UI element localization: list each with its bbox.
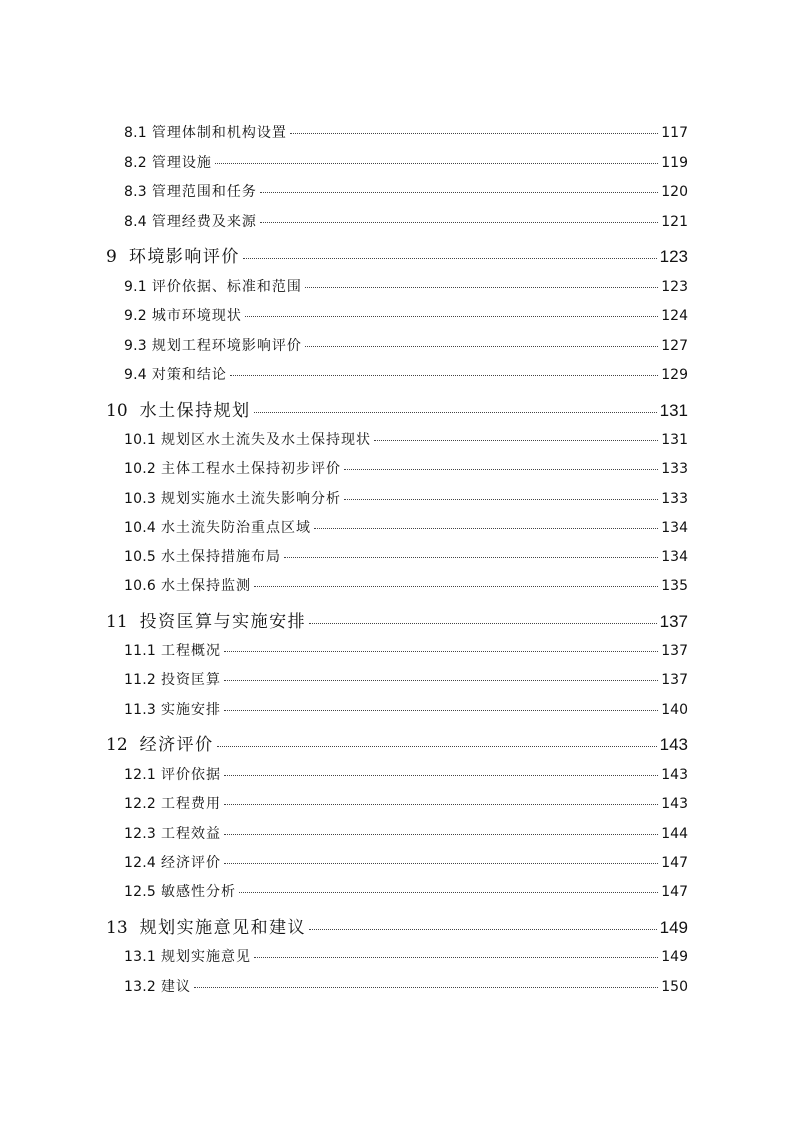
toc-entry-title: 主体工程水土保持初步评价	[160, 461, 341, 477]
toc-entry-page-number: 149	[661, 949, 688, 965]
toc-entry-page-number: 137	[661, 672, 688, 688]
toc-entry-title: 城市环境现状	[151, 308, 242, 324]
toc-entry-page-number: 120	[661, 184, 688, 200]
toc-entry-number: 9.2	[124, 308, 147, 324]
toc-dot-leader	[260, 192, 658, 193]
toc-section-entry[interactable]	[124, 364, 688, 384]
toc-entry-page-number: 147	[661, 884, 688, 900]
toc-entry-title: 经济评价	[160, 855, 221, 871]
toc-entry-number: 12	[106, 735, 128, 755]
toc-entry-page-number: 129	[661, 367, 688, 383]
toc-dot-leader	[260, 222, 658, 223]
toc-entry-number: 10.3	[124, 491, 156, 507]
toc-dot-leader	[290, 133, 658, 134]
toc-entry-title: 敏感性分析	[160, 884, 236, 900]
toc-dot-leader	[230, 375, 658, 376]
toc-dot-leader	[224, 710, 658, 711]
toc-entry-number: 8.3	[124, 184, 147, 200]
toc-entry-page-number: 134	[661, 549, 688, 565]
toc-dot-leader	[243, 258, 657, 259]
toc-dot-leader	[224, 680, 658, 681]
toc-dot-leader	[305, 346, 658, 347]
toc-entry-page-number: 131	[659, 401, 688, 420]
toc-entry-title: 评价依据	[160, 767, 221, 783]
toc-entry-title: 规划实施意见	[160, 949, 251, 965]
toc-entry-number: 11	[106, 612, 128, 632]
toc-entry-title: 经济评价	[139, 735, 214, 755]
toc-entry-page-number: 133	[661, 461, 688, 477]
toc-entry-number: 11.3	[124, 702, 156, 718]
toc-entry-title: 实施安排	[160, 702, 221, 718]
toc-dot-leader	[224, 804, 658, 805]
toc-entry-page-number: 123	[659, 247, 688, 266]
toc-entry-page-number: 150	[661, 979, 688, 995]
toc-entry-page-number: 143	[661, 796, 688, 812]
toc-section-entry[interactable]	[124, 335, 688, 355]
toc-entry-number: 12.3	[124, 826, 156, 842]
toc-entry-page-number: 124	[661, 308, 688, 324]
toc-entry-title: 管理范围和任务	[151, 184, 257, 200]
toc-entry-title: 工程效益	[160, 826, 221, 842]
toc-entry-title: 规划区水土流失及水土保持现状	[160, 432, 371, 448]
toc-entry-title: 水土流失防治重点区域	[160, 520, 311, 536]
toc-section-entry[interactable]	[124, 669, 688, 689]
toc-entry-number: 12.5	[124, 884, 156, 900]
toc-entry-title: 投资匡算	[160, 672, 221, 688]
toc-entry-page-number: 135	[661, 578, 688, 594]
toc-entry-title: 管理设施	[151, 155, 212, 171]
toc-chapter-entry[interactable]	[106, 396, 688, 420]
toc-entry-page-number: 117	[661, 125, 688, 141]
toc-entry-title: 工程概况	[160, 643, 221, 659]
toc-entry-page-number: 137	[659, 612, 688, 631]
toc-entry-number: 12.1	[124, 767, 156, 783]
toc-entry-number: 10.2	[124, 461, 156, 477]
toc-entry-number: 13.1	[124, 949, 156, 965]
toc-section-entry[interactable]	[124, 575, 688, 595]
toc-entry-page-number: 143	[661, 767, 688, 783]
toc-section-entry[interactable]	[124, 122, 688, 142]
toc-section-entry[interactable]	[124, 852, 688, 872]
toc-entry-number: 8.2	[124, 155, 147, 171]
toc-dot-leader	[217, 746, 657, 747]
toc-entry-title: 投资匡算与实施安排	[139, 612, 307, 632]
toc-dot-leader	[224, 775, 658, 776]
toc-dot-leader	[215, 163, 658, 164]
toc-entry-title: 水土保持措施布局	[160, 549, 281, 565]
toc-entry-page-number: 143	[659, 735, 688, 754]
toc-entry-title: 规划实施意见和建议	[139, 918, 307, 938]
toc-entry-title: 管理经费及来源	[151, 214, 257, 230]
toc-chapter-entry[interactable]	[106, 730, 688, 754]
toc-entry-page-number: 137	[661, 643, 688, 659]
toc-section-entry[interactable]	[124, 881, 688, 901]
toc-dot-leader	[314, 528, 658, 529]
toc-entry-number: 10.5	[124, 549, 156, 565]
toc-dot-leader	[374, 440, 658, 441]
toc-section-entry[interactable]	[124, 699, 688, 719]
toc-entry-number: 10.6	[124, 578, 156, 594]
toc-entry-title: 水土保持规划	[139, 401, 251, 421]
toc-entry-page-number: 133	[661, 491, 688, 507]
toc-entry-number: 9.3	[124, 338, 147, 354]
toc-entry-title: 建议	[160, 979, 191, 995]
toc-entry-number: 8.4	[124, 214, 147, 230]
toc-section-entry[interactable]	[124, 823, 688, 843]
toc-section-entry[interactable]	[124, 429, 688, 449]
toc-entry-number: 12.2	[124, 796, 156, 812]
toc-dot-leader	[194, 987, 658, 988]
toc-dot-leader	[309, 623, 656, 624]
toc-dot-leader	[344, 499, 658, 500]
toc-dot-leader	[309, 929, 656, 930]
toc-entry-number: 11.1	[124, 643, 156, 659]
toc-entry-title: 规划工程环境影响评价	[151, 338, 302, 354]
toc-dot-leader	[305, 287, 658, 288]
toc-entry-page-number: 127	[661, 338, 688, 354]
toc-entry-page-number: 121	[661, 214, 688, 230]
toc-dot-leader	[254, 957, 658, 958]
toc-section-entry[interactable]	[124, 152, 688, 172]
toc-dot-leader	[254, 412, 657, 413]
toc-entry-page-number: 140	[661, 702, 688, 718]
toc-section-entry[interactable]	[124, 517, 688, 537]
toc-section-entry[interactable]	[124, 458, 688, 478]
toc-entry-number: 11.2	[124, 672, 156, 688]
toc-section-entry[interactable]	[124, 488, 688, 508]
toc-section-entry[interactable]	[124, 946, 688, 966]
toc-entry-number: 9.1	[124, 279, 147, 295]
toc-entry-number: 13.2	[124, 979, 156, 995]
toc-dot-leader	[344, 469, 658, 470]
toc-section-entry[interactable]	[124, 211, 688, 231]
toc-entry-page-number: 149	[659, 918, 688, 937]
toc-entry-number: 8.1	[124, 125, 147, 141]
toc-section-entry[interactable]	[124, 764, 688, 784]
toc-entry-number: 9	[106, 247, 117, 267]
toc-section-entry[interactable]	[124, 976, 688, 996]
toc-entry-number: 13	[106, 918, 128, 938]
toc-entry-number: 10.4	[124, 520, 156, 536]
toc-entry-title: 工程费用	[160, 796, 221, 812]
toc-entry-page-number: 131	[661, 432, 688, 448]
toc-entry-page-number: 144	[661, 826, 688, 842]
toc-dot-leader	[284, 557, 658, 558]
toc-chapter-entry[interactable]	[106, 242, 688, 266]
toc-dot-leader	[224, 863, 658, 864]
toc-entry-title: 环境影响评价	[128, 247, 240, 267]
toc-dot-leader	[224, 834, 658, 835]
toc-entry-title: 水土保持监测	[160, 578, 251, 594]
toc-entry-page-number: 119	[661, 155, 688, 171]
toc-chapter-entry[interactable]	[106, 607, 688, 631]
toc-entry-number: 12.4	[124, 855, 156, 871]
toc-entry-title: 规划实施水土流失影响分析	[160, 491, 341, 507]
toc-entry-page-number: 134	[661, 520, 688, 536]
toc-entry-title: 管理体制和机构设置	[151, 125, 287, 141]
toc-entry-page-number: 147	[661, 855, 688, 871]
toc-dot-leader	[239, 892, 658, 893]
toc-entry-title: 评价依据、标准和范围	[151, 279, 302, 295]
toc-entry-title: 对策和结论	[151, 367, 227, 383]
toc-section-entry[interactable]	[124, 793, 688, 813]
toc-entry-page-number: 123	[661, 279, 688, 295]
toc-dot-leader	[245, 316, 658, 317]
toc-section-entry[interactable]	[124, 305, 688, 325]
toc-section-entry[interactable]	[124, 181, 688, 201]
toc-entry-number: 9.4	[124, 367, 147, 383]
toc-section-entry[interactable]	[124, 640, 688, 660]
toc-chapter-entry[interactable]	[106, 913, 688, 937]
toc-dot-leader	[224, 651, 658, 652]
toc-section-entry[interactable]	[124, 546, 688, 566]
toc-section-entry[interactable]	[124, 276, 688, 296]
toc-dot-leader	[254, 586, 658, 587]
toc-entry-number: 10.1	[124, 432, 156, 448]
toc-entry-number: 10	[106, 401, 128, 421]
